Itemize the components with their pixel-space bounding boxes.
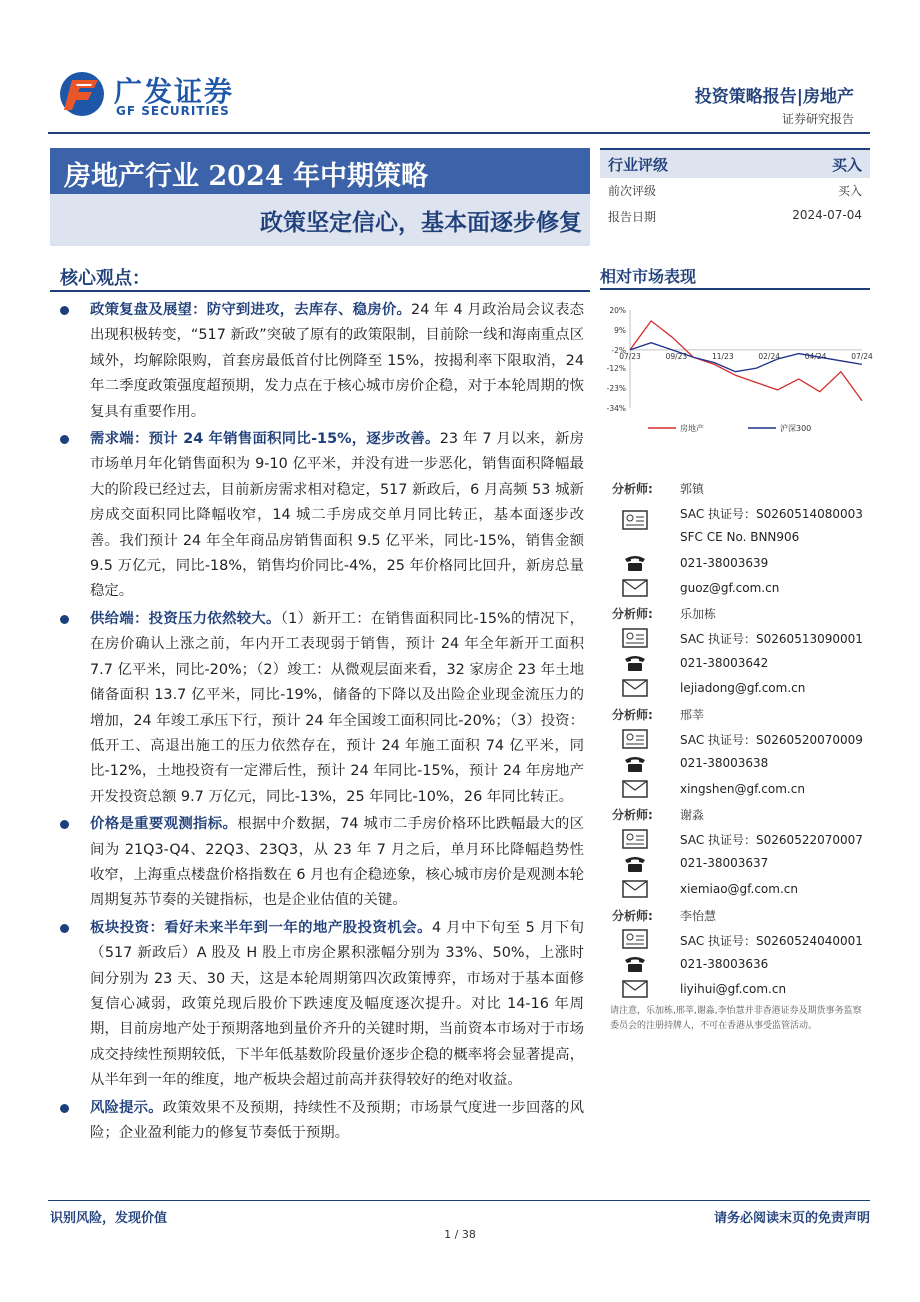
analyst-sfc: SFC CE No. BNN906 <box>680 530 800 544</box>
x-tick-label: 04/24 <box>804 351 827 361</box>
report-date-label: 报告日期 <box>608 210 657 224</box>
bullet-body: 23 年 7 月以来，新房市场单月年化销售面积为 9-10 亿平米，并没有进一步恶化，销售面积降幅最大的阶段已经过去，目前新房需求相对稳定，517 新政后，6 月高频 53 城新房成交面积同比降幅收窄，14 城二手房成交单月同比转正，基本面逐步改善。我们预计 24 年全年商品房销售面积 9.5 亿平米，同比-15%，销售金额 9.5 万亿元，同比-18%，销售均价同比-4%，25 年价格同比回升，新房总量稳定。 <box>90 431 584 600</box>
header-divider <box>48 132 870 134</box>
bullet-head: 政策复盘及展望：防守到进攻，去库存、稳房价。 <box>90 302 412 318</box>
analyst-sac: SAC 执证号：S0260520070009 <box>680 733 863 747</box>
footer-slogan: 识别风险，发现价值 <box>50 1211 168 1226</box>
phone-icon <box>622 653 648 673</box>
footer-divider <box>48 1200 870 1201</box>
page-subtitle: 政策坚定信心，基本面逐步修复 <box>260 209 582 236</box>
x-tick-label: 07/24 <box>851 351 873 361</box>
analyst-sac: SAC 执证号：S0260513090001 <box>680 632 863 646</box>
rating-header <box>600 148 870 178</box>
bullet-head: 板块投资：看好未来半年到一年的地产股投资机会。 <box>90 919 433 936</box>
list-item <box>56 607 584 810</box>
analyst-sac: SAC 执证号：S0260524040001 <box>680 934 863 948</box>
phone-icon <box>622 854 648 874</box>
list-item <box>56 298 584 425</box>
id-card-icon <box>622 510 648 530</box>
phone-icon <box>622 553 648 573</box>
report-date-value: 2024-07-04 <box>792 208 862 222</box>
analyst-email: guoz@gf.com.cn <box>680 581 780 595</box>
y-tick-label: -12% <box>606 364 626 374</box>
analyst-email: xiemiao@gf.com.cn <box>680 882 798 896</box>
analyst-phone: 021-38003638 <box>680 756 769 770</box>
analyst-sac: SAC 执证号：S0260514080003 <box>680 507 863 521</box>
rating-label: 行业评级 <box>608 156 669 174</box>
subtitle-banner <box>50 194 590 246</box>
x-tick-label: 02/24 <box>758 351 781 361</box>
list-item <box>56 812 584 914</box>
analyst-phone: 021-38003637 <box>680 856 769 870</box>
analyst-name: 邢莘 <box>680 708 705 722</box>
list-item <box>56 1096 584 1147</box>
logo-text: 广发证券 <box>114 75 235 108</box>
bullet-head: 需求端：预计 24 年销售面积同比-15%，逐步改善。 <box>90 431 440 448</box>
legend-label: 沪深300 <box>780 424 812 433</box>
y-tick-label: -2% <box>611 345 626 355</box>
phone-icon <box>622 954 648 974</box>
email-icon <box>622 578 648 598</box>
x-tick-label: 07/23 <box>619 351 641 361</box>
core-views-heading: 核心观点： <box>60 268 150 289</box>
analyst-phone: 021-38003636 <box>680 957 769 971</box>
analyst-name: 谢淼 <box>680 808 705 822</box>
logo-text-en: GF SECURITIES <box>116 104 230 118</box>
prev-rating-label: 前次评级 <box>608 184 657 198</box>
analyst-label: 分析师: <box>612 909 653 923</box>
page-number: 1 / 38 <box>444 1228 476 1241</box>
core-bullets <box>56 298 584 1146</box>
bullet-body: 政策效果不及预期，持续性不及预期；市场景气度进一步回落的风险；企业盈利能力的修复节奏低于预期。 <box>90 1099 584 1141</box>
x-tick-label: 11/23 <box>711 351 734 361</box>
id-card-icon <box>622 628 648 648</box>
prev-rating-value: 买入 <box>837 184 862 198</box>
report-type: 投资策略报告|房地产 <box>694 87 854 107</box>
analyst-email: liyihui@gf.com.cn <box>680 982 787 996</box>
phone-icon <box>622 754 648 774</box>
footer-disclaimer-link[interactable]: 请务必阅读末页的免责声明 <box>713 1211 870 1226</box>
performance-heading: 相对市场表现 <box>600 267 697 286</box>
performance-divider <box>600 288 870 290</box>
analyst-email: xingshen@gf.com.cn <box>680 782 805 796</box>
email-icon <box>622 678 648 698</box>
email-icon <box>622 979 648 999</box>
bullet-body: （1）新开工：在销售面积同比-15%的情况下，在房价确认上涨之前，年内开工表现弱于销售，预计 24 年全年新开工面积 7.7 亿平米，同比-20%；（2）竣工：从微观层面来看，32 家房企 23 年土地储备面积 13.7 亿平米，同比-19%，储备的下降以及出险企业现金流压力的增加，24 年竣工承压下行，预计 24 年全国竣工面积同比-20%；（3）投资：低开工、高退出施工的压力依然存在，预计 24 年施工面积 74 亿平米，同比-12%，土地投资有一定滞后性，预计 24 年同比-15%，预计 24 年房地产开发投资总额 9.7 万亿元，同比-13%，25 年同比-10%，26 年同比转正。 <box>90 610 584 805</box>
y-tick-label: -34% <box>606 404 626 413</box>
rating-value: 买入 <box>831 156 862 174</box>
title-banner <box>50 148 590 194</box>
bullet-head: 价格是重要观测指标。 <box>90 816 238 833</box>
analyst-sac: SAC 执证号：S0260522070007 <box>680 833 863 847</box>
bullet-body: 4 月中下旬至 5 月下旬（517 新政后）A 股及 H 股上市房企累积涨幅分别为 33%、50%，上涨时间分别为 23 天、30 天，这是本轮周期第四次政策博弈，市场对于基本面修复信心减弱，政策兑现后股价下跌速度及幅度逐次提升。对比 14-16 年周期，目前房地产处于预期落地到量价齐升的关键时期，当前资本市场对于市场成交持续性预期较低，下半年低基数阶段量价逐步企稳的概率将会显著提高，从半年到一年的维度，地产板块会超过前高并获得较好的绝对收益。 <box>90 919 584 1089</box>
bullet-head: 供给端：投资压力依然较大。 <box>90 610 281 627</box>
list-item <box>56 916 584 1094</box>
id-card-icon <box>622 829 648 849</box>
x-tick-label: 09/23 <box>665 351 688 361</box>
analyst-phone: 021-38003642 <box>680 656 769 670</box>
analyst-phone: 021-38003639 <box>680 556 769 570</box>
id-card-icon <box>622 729 648 749</box>
performance-chart <box>600 296 873 446</box>
bullet-body: 根据中介数据，74 城市二手房价格环比跌幅最大的区间为 21Q3-Q4、22Q3、23Q3，从 23 年 7 月之后，单月环比降幅趋势性收窄，上海重点楼盘价格指数在 6 月也有企稳迹象，核心城市房价是观测本轮周期复苏节奏的关键指标，也是企业估值的关键。 <box>90 816 584 909</box>
id-card-icon <box>622 929 648 949</box>
analyst-label: 分析师: <box>612 708 653 722</box>
page-title: 房地产行业 2024 年中期策略 <box>64 161 428 192</box>
y-tick-label: 20% <box>609 306 626 315</box>
analyst-label: 分析师: <box>612 482 653 496</box>
disclaimer-note: 请注意，乐加栋,邢莘,谢淼,李怡慧并非香港证券及期货事务监察委员会的注册持牌人，不可在香港从事受监管活动。 <box>610 1006 862 1031</box>
analyst-name: 李怡慧 <box>680 909 717 923</box>
bullet-head: 风险提示。 <box>90 1099 163 1116</box>
logo-icon <box>58 70 106 118</box>
email-icon <box>622 879 648 899</box>
list-item <box>56 427 584 605</box>
y-tick-label: -23% <box>606 384 626 394</box>
legend-label: 房地产 <box>680 424 704 433</box>
analyst-email: lejiadong@gf.com.cn <box>680 681 806 695</box>
rating-box <box>600 148 870 228</box>
analyst-label: 分析师: <box>612 808 653 822</box>
core-divider <box>50 290 590 292</box>
email-icon <box>622 779 648 799</box>
y-tick-label: 9% <box>614 325 626 335</box>
analyst-name: 乐加栋 <box>680 607 717 621</box>
report-subtype: 证券研究报告 <box>781 112 854 126</box>
analyst-label: 分析师: <box>612 607 653 621</box>
analyst-name: 郭镇 <box>680 482 705 496</box>
bullet-body: 24 年 4 月政治局会议表态出现积极转变，“517 新政”突破了原有的政策限制，目前除一线和海南重点区域外，均解除限购，首套房最低首付比例降至 15%，按揭利率下限取消，24 年二季度政策强度超预期，发力点在于核心城市房价企稳，对于本轮周期的恢复具有重要作用。 <box>90 302 584 420</box>
